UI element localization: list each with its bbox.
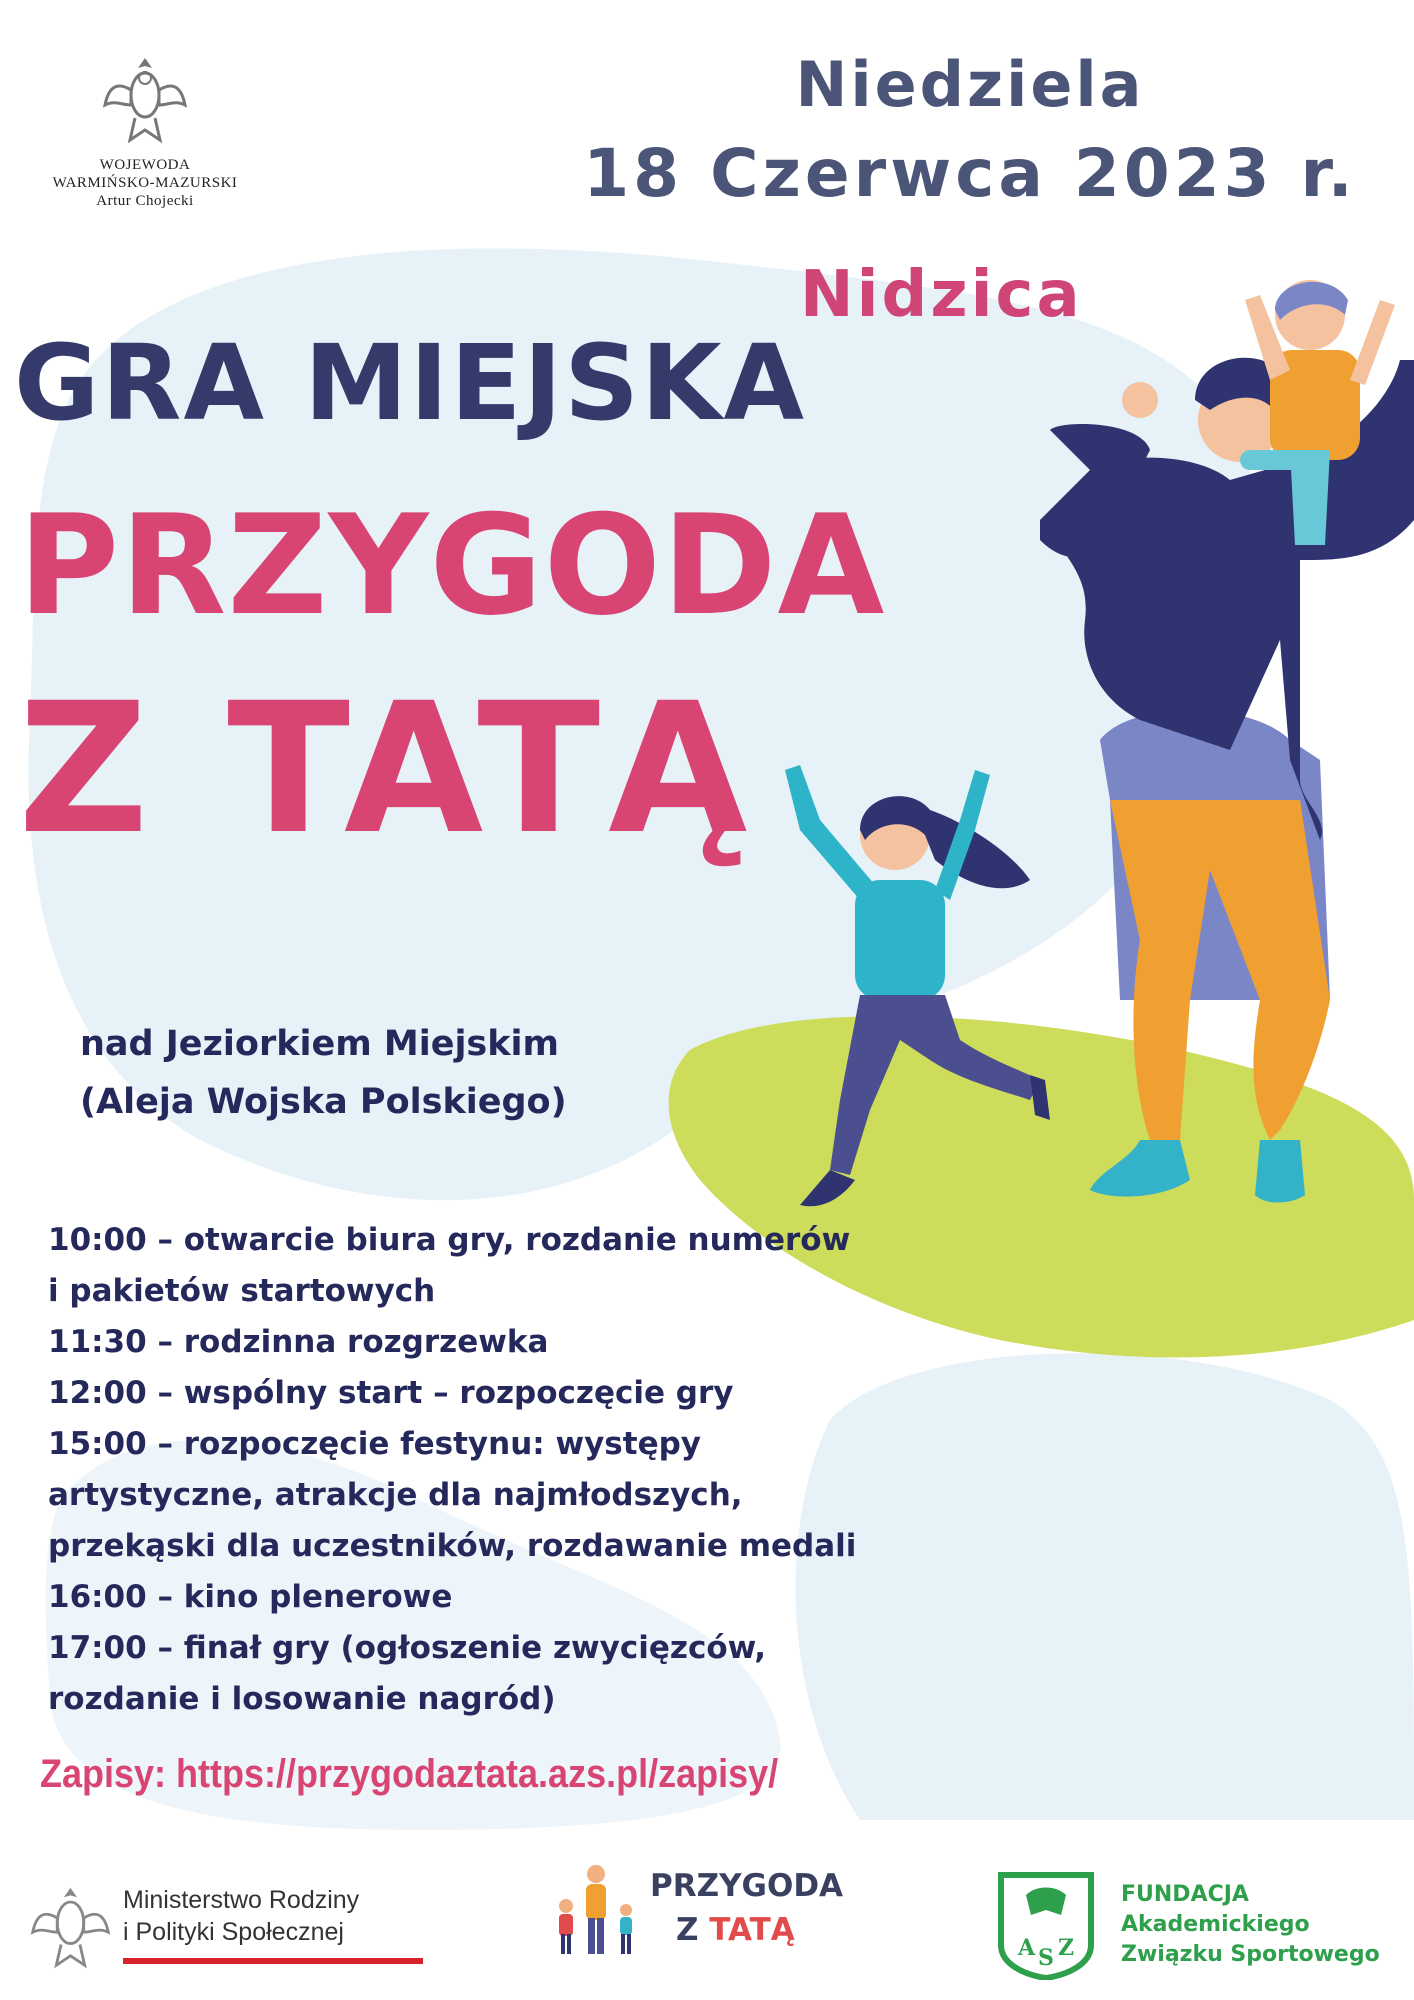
ministry-logo	[28, 1880, 360, 1979]
foundation-line2: Akademickiego	[1121, 1912, 1310, 1937]
svg-text:S: S	[1038, 1945, 1054, 1971]
event-full-date: 18 Czerwca 2023 r.	[583, 135, 1357, 212]
schedule-line: 11:30 – rodzinna rozgrzewka	[48, 1324, 549, 1360]
schedule-line: 10:00 – otwarcie biura gry, rozdanie numerów	[48, 1222, 851, 1258]
logo-line2-tata: TATĄ	[709, 1912, 795, 1948]
schedule-line: 15:00 – rozpoczęcie festynu: występy	[48, 1426, 701, 1462]
org-line3: Artur Chojecki	[96, 193, 194, 209]
logo-line2-z: Z	[676, 1912, 699, 1948]
svg-text:A: A	[1018, 1935, 1036, 1961]
schedule-list	[48, 1215, 856, 1725]
ministry-line1: Ministerstwo Rodziny	[123, 1886, 360, 1914]
svg-text:Z: Z	[1058, 1935, 1075, 1961]
event-date	[520, 48, 1414, 212]
light-blue-blob-bottom	[796, 1353, 1414, 1820]
azs-foundation-logo	[996, 1870, 1380, 1984]
schedule-line: artystyczne, atrakcje dla najmłodszych,	[48, 1477, 743, 1513]
przygoda-logo	[548, 1860, 844, 1964]
location-line1: nad Jeziorkiem Miejskim	[80, 1024, 560, 1064]
schedule-line: 16:00 – kino plenerowe	[48, 1579, 453, 1615]
ministry-line2: i Polityki Społecznej	[123, 1918, 344, 1946]
schedule-line: i pakietów startowych	[48, 1273, 436, 1309]
org-line2: WARMIŃSKO-MAZURSKI	[52, 175, 238, 191]
location-line2: (Aleja Wojska Polskiego)	[80, 1082, 567, 1122]
eagle-emblem-icon	[100, 50, 190, 150]
family-illustration	[548, 1860, 643, 1960]
org-line1: WOJEWODA	[99, 157, 191, 173]
foundation-line3: Związku Sportowego	[1121, 1942, 1380, 1967]
schedule-line: 12:00 – wspólny start – rozpoczęcie gry	[48, 1375, 734, 1411]
title-line1: GRA MIEJSKA	[14, 322, 807, 444]
logo-line2	[676, 1912, 795, 1948]
event-location	[80, 1015, 567, 1131]
event-city: Nidzica	[800, 258, 1083, 332]
foundation-name	[1121, 1880, 1380, 1970]
signup-link[interactable]: Zapisy: https://przygodaztata.azs.pl/zapisy/	[40, 1752, 779, 1796]
governor-logo	[40, 50, 250, 210]
event-day: Niedziela	[795, 48, 1145, 121]
schedule-line: 17:00 – finał gry (ogłoszenie zwycięzców,	[48, 1630, 767, 1666]
schedule-line: przekąski dla uczestników, rozdawanie medali	[48, 1528, 857, 1564]
asz-logo-icon	[996, 1870, 1096, 1980]
schedule-line: rozdanie i losowanie nagród)	[48, 1681, 556, 1717]
logo-line1: PRZYGODA	[650, 1868, 844, 1904]
eagle-emblem-icon	[28, 1880, 113, 1975]
ministry-red-bar	[123, 1958, 423, 1964]
foundation-line1: FUNDACJA	[1121, 1882, 1249, 1907]
title-line2: PRZYGODA	[18, 485, 886, 646]
ministry-name	[123, 1884, 433, 1948]
title-line3: Z TATĄ	[18, 665, 756, 874]
